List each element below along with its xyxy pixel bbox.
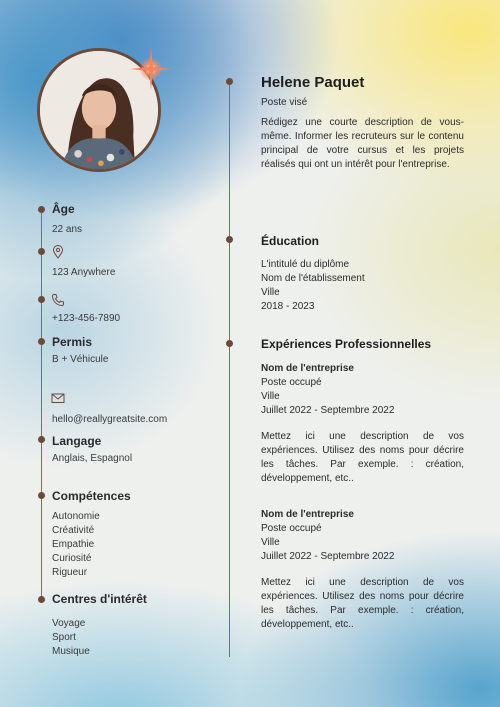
address-value: 123 Anywhere [52, 267, 116, 278]
list-item: Musique [52, 646, 90, 657]
experience-item [261, 362, 464, 486]
education-lines [261, 258, 365, 314]
education-dates: 2018 - 2023 [261, 301, 315, 312]
age-value: 22 ans [52, 224, 83, 235]
timeline-dot [38, 296, 45, 303]
timeline-dot [38, 338, 45, 345]
left-timeline-line [41, 208, 42, 600]
list-item: Empathie [52, 539, 95, 550]
phone-value: +123-456-7890 [52, 313, 121, 324]
experience-city: Ville [261, 537, 280, 548]
experience-position: Poste occupé [261, 377, 322, 388]
permis-heading: Permis [52, 335, 93, 349]
profile-name: Helene Paquet [261, 74, 365, 91]
center-timeline-line [229, 82, 230, 657]
timeline-dot [38, 206, 45, 213]
interets-list [52, 617, 90, 659]
experience-dates: Juillet 2022 - Septembre 2022 [261, 551, 395, 562]
education-heading: Éducation [261, 234, 320, 248]
experience-city: Ville [261, 391, 280, 402]
experience-item [261, 508, 464, 632]
timeline-dot [226, 236, 233, 243]
list-item: Curiosité [52, 553, 92, 564]
experience-description: Mettez ici une description de vos expériences. Utilisez des noms pour décrire les tâches. Par exemple. : création, développement, etc.. [261, 431, 464, 484]
list-item: Rigueur [52, 567, 88, 578]
experience-company: Nom de l'entreprise [261, 363, 354, 374]
langage-value: Anglais, Espagnol [52, 453, 133, 464]
education-school: Nom de l'établissement [261, 273, 365, 284]
timeline-dot [226, 78, 233, 85]
timeline-dot [38, 492, 45, 499]
profile-summary: Rédigez une courte description de vous-même. Informer les recruteurs sur le contenu principal de votre cursus et les projets réalisés qui ont un intérêt pour l'entreprise. [261, 117, 464, 170]
timeline-dot [38, 436, 45, 443]
experience-dates: Juillet 2022 - Septembre 2022 [261, 405, 395, 416]
list-item: Créativité [52, 525, 95, 536]
profile-role: Poste visé [261, 97, 308, 108]
experience-position: Poste occupé [261, 523, 322, 534]
location-pin-icon [51, 245, 65, 259]
experience-company: Nom de l'entreprise [261, 509, 354, 520]
experience-heading: Expériences Professionnelles [261, 337, 432, 351]
competences-list [52, 510, 100, 580]
email-value[interactable]: hello@reallygreatsite.com [52, 414, 168, 425]
interets-heading: Centres d'intérêt [52, 592, 147, 606]
education-city: Ville [261, 287, 280, 298]
list-item: Sport [52, 632, 76, 643]
experience-description: Mettez ici une description de vos expériences. Utilisez des noms pour décrire les tâches. Par exemple. : création, développement, etc.. [261, 577, 464, 630]
age-heading: Âge [52, 202, 75, 216]
phone-icon [51, 293, 65, 307]
education-degree: L'intitulé du diplôme [261, 259, 350, 270]
langage-heading: Langage [52, 434, 102, 448]
list-item: Autonomie [52, 511, 100, 522]
list-item: Voyage [52, 618, 86, 629]
timeline-dot [38, 596, 45, 603]
timeline-dot [226, 340, 233, 347]
competences-heading: Compétences [52, 489, 131, 503]
mail-icon [51, 391, 65, 405]
sparkle-icon [128, 46, 174, 92]
permis-value: B + Véhicule [52, 354, 109, 365]
timeline-dot [38, 248, 45, 255]
